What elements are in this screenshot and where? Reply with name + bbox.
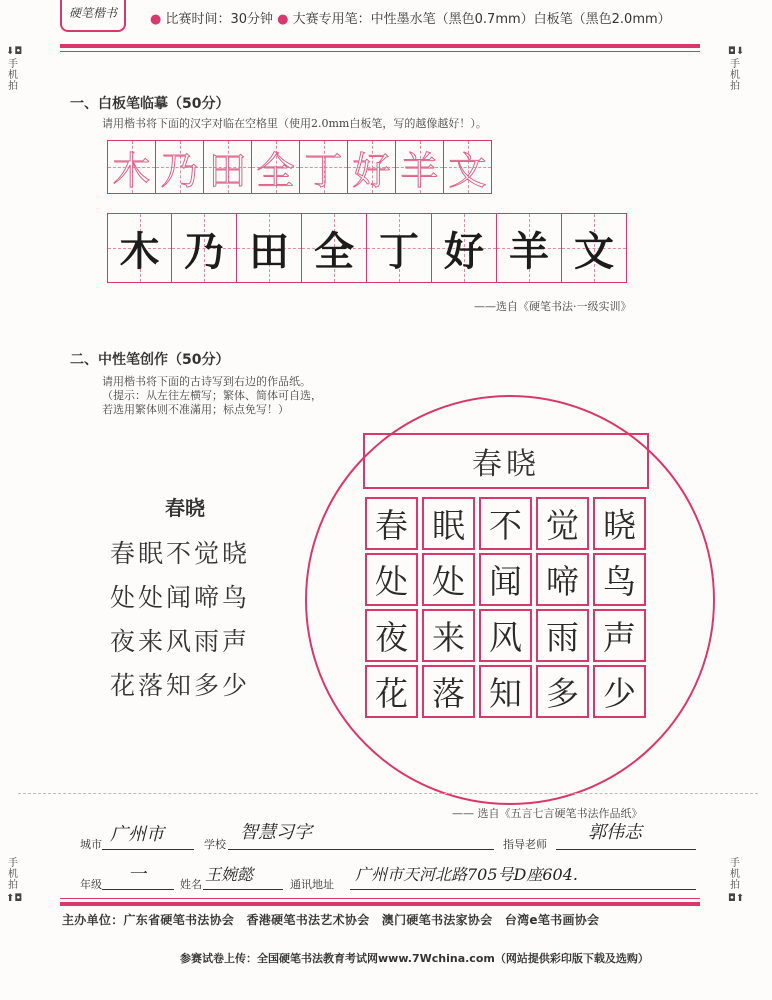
section2-credit: —— 选自《五言七言硬笔书法作品纸》 xyxy=(452,807,643,820)
bullet-dot-icon: ● xyxy=(277,12,289,27)
school-underline xyxy=(228,849,494,850)
cut-line xyxy=(18,793,758,794)
camera-arrow-icon: ◘⬆ xyxy=(728,893,745,904)
header-rule-thin xyxy=(60,51,700,52)
section1-credit: ——选自《硬笔书法·一级实训》 xyxy=(474,300,632,313)
address-underline xyxy=(350,889,696,890)
work-cell[interactable]: 多 xyxy=(536,665,589,718)
work-title-box[interactable] xyxy=(363,433,649,489)
writing-cell[interactable]: 田 xyxy=(236,213,302,283)
work-cell[interactable]: 春 xyxy=(365,497,418,550)
work-cell[interactable]: 落 xyxy=(422,665,475,718)
city-field[interactable]: 广州市 xyxy=(110,824,164,845)
writing-cell[interactable]: 丁 xyxy=(366,213,432,283)
name-label: 姓名 xyxy=(180,878,202,891)
work-cell[interactable]: 处 xyxy=(365,553,418,606)
section1-instruction: 请用楷书将下面的汉字对临在空格里（使用2.0mm白板笔，写的越像越好！）。 xyxy=(102,117,487,130)
section2-instruction-1: 请用楷书将下面的古诗写到右边的作品纸。 xyxy=(102,375,311,388)
exam-time: 比赛时间：30分钟 xyxy=(165,12,274,27)
address-field[interactable]: 广州市天河北路705号D座604. xyxy=(355,865,578,884)
city-underline xyxy=(102,849,194,850)
writing-cell[interactable]: 羊 xyxy=(496,213,562,283)
organizers: 主办单位：广东省硬笔书法协会 香港硬笔书法艺术协会 澳门硬笔书法家协会 台湾e笔书画协会 xyxy=(62,913,600,927)
side-label-top-left xyxy=(6,46,23,92)
writing-cell[interactable]: 好 xyxy=(431,213,497,283)
work-cell[interactable]: 眠 xyxy=(422,497,475,550)
work-cell[interactable]: 鸟 xyxy=(593,553,646,606)
name-underline xyxy=(203,889,283,890)
poem-line: 处处闻啼鸟 xyxy=(110,583,251,612)
tracing-cell[interactable]: 丁 xyxy=(299,140,348,194)
teacher-label: 指导老师 xyxy=(503,838,547,851)
work-cell[interactable]: 雨 xyxy=(536,609,589,662)
grade-underline xyxy=(102,889,174,890)
work-cell[interactable]: 闻 xyxy=(479,553,532,606)
writing-cell[interactable]: 全 xyxy=(301,213,367,283)
work-cell[interactable]: 声 xyxy=(593,609,646,662)
tracing-cell[interactable]: 羊 xyxy=(395,140,444,194)
bullet-dot-icon: ● xyxy=(150,12,162,27)
side-label-bottom-right xyxy=(728,858,745,904)
camera-arrow-icon: ⬆◘ xyxy=(6,893,23,904)
writing-cell[interactable]: 乃 xyxy=(171,213,237,283)
tracing-grid xyxy=(108,140,492,194)
tracing-cell[interactable]: 好 xyxy=(347,140,396,194)
tracing-cell[interactable]: 全 xyxy=(251,140,300,194)
teacher-underline xyxy=(556,849,696,850)
poem-line: 春眠不觉晓 xyxy=(110,539,251,568)
tracing-cell[interactable]: 乃 xyxy=(155,140,204,194)
grade-label: 年级 xyxy=(80,878,102,891)
section1-title: 一、白板笔临摹（50分） xyxy=(70,96,230,112)
work-cell[interactable]: 夜 xyxy=(365,609,418,662)
side-label-text: 手机拍 xyxy=(8,858,18,891)
address-label: 通讯地址 xyxy=(290,878,334,891)
footer-rule xyxy=(60,902,700,906)
work-cell[interactable]: 来 xyxy=(422,609,475,662)
work-cell[interactable]: 啼 xyxy=(536,553,589,606)
work-cell[interactable]: 觉 xyxy=(536,497,589,550)
tracing-cell[interactable]: 木 xyxy=(107,140,156,194)
side-label-text: 手机拍 xyxy=(730,858,740,891)
work-title: 春晓 xyxy=(472,447,540,482)
camera-arrow-icon: ◘⬇ xyxy=(728,46,745,57)
header-rule xyxy=(60,44,700,48)
work-cell[interactable]: 晓 xyxy=(593,497,646,550)
city-label: 城市 xyxy=(80,838,102,851)
side-label-bottom-left xyxy=(6,858,23,904)
work-cell[interactable]: 花 xyxy=(365,665,418,718)
grade-field[interactable]: 一 xyxy=(128,864,146,885)
section2-title: 二、中性笔创作（50分） xyxy=(70,352,230,368)
work-row xyxy=(365,609,650,662)
side-label-text: 手机拍 xyxy=(730,59,740,92)
school-label: 学校 xyxy=(204,838,226,851)
exam-pens: 大赛专用笔：中性墨水笔（黑色0.7mm）白板笔（黑色2.0mm） xyxy=(292,12,671,27)
school-field[interactable]: 智慧习字 xyxy=(240,822,312,843)
work-row xyxy=(365,665,650,718)
writing-cell[interactable]: 木 xyxy=(107,213,172,283)
work-cell[interactable]: 不 xyxy=(479,497,532,550)
work-grid xyxy=(365,497,650,721)
section2-instruction-2: （提示：从左往左横写；繁体、简体可自选， xyxy=(102,389,322,402)
work-cell[interactable]: 风 xyxy=(479,609,532,662)
side-label-top-right xyxy=(728,46,745,92)
category-tag: 硬笔楷书 xyxy=(60,0,126,32)
poem-line: 花落知多少 xyxy=(110,671,251,700)
tracing-cell[interactable]: 文 xyxy=(443,140,492,194)
poem-title: 春晓 xyxy=(165,496,205,520)
work-row xyxy=(365,497,650,550)
exam-info xyxy=(150,8,671,27)
work-cell[interactable]: 知 xyxy=(479,665,532,718)
teacher-field[interactable]: 郭伟志 xyxy=(588,822,642,843)
footer-rule-thin xyxy=(60,898,700,899)
poem-line: 夜来风雨声 xyxy=(110,627,251,656)
name-field[interactable]: 王婉懿 xyxy=(205,865,254,884)
tracing-cell[interactable]: 田 xyxy=(203,140,252,194)
upload-info: 参赛试卷上传：全国硬笔书法教育考试网www.7Wchina.com（网站提供彩印版下载及选购） xyxy=(180,952,649,965)
writing-grid xyxy=(108,213,627,283)
camera-arrow-icon: ⬇◘ xyxy=(6,46,23,57)
work-cell[interactable]: 少 xyxy=(593,665,646,718)
writing-cell[interactable]: 文 xyxy=(561,213,627,283)
side-label-text: 手机拍 xyxy=(8,59,18,92)
section2-instruction-3: 若选用繁体则不准滿用；标点免写！） xyxy=(102,403,289,416)
work-row xyxy=(365,553,650,606)
work-cell[interactable]: 处 xyxy=(422,553,475,606)
